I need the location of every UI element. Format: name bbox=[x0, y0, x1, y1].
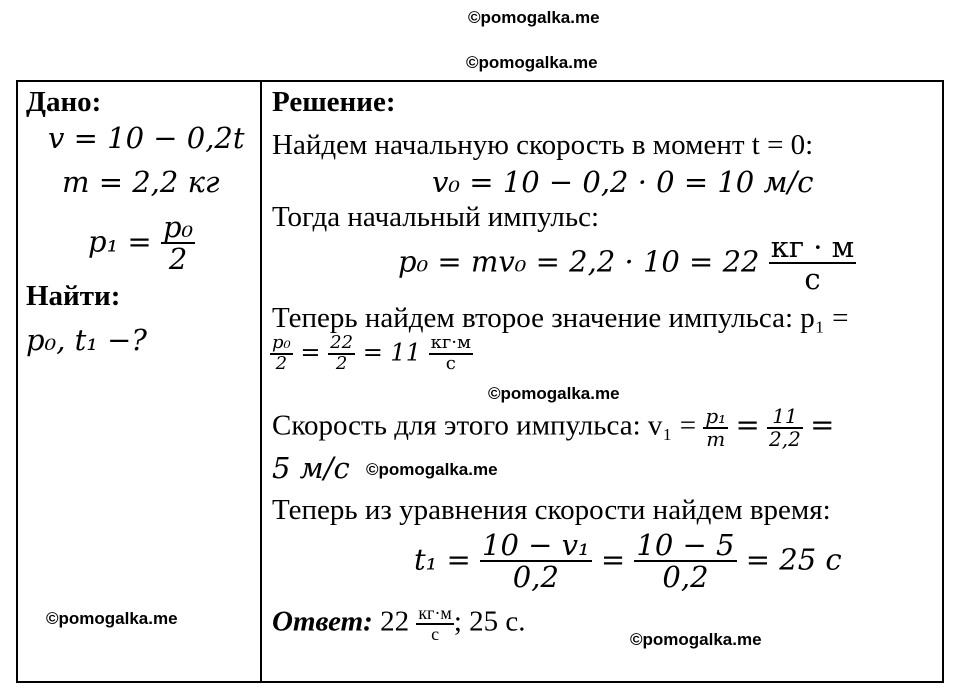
eq4-end: = bbox=[810, 407, 835, 442]
solution-line3: Теперь найдем второе значение импульса: p₁ = bbox=[272, 302, 849, 334]
fraction-numerator: 10 − v₁ bbox=[482, 528, 590, 562]
solution-eq4-result: 5 м/с bbox=[272, 451, 350, 485]
column-divider bbox=[260, 80, 262, 683]
fraction-numerator: кг·м bbox=[418, 603, 452, 623]
answer-unit bbox=[416, 604, 454, 644]
watermark: ©pomogalka.me bbox=[466, 53, 598, 72]
solution-line2: Тогда начальный импульс: bbox=[272, 201, 600, 233]
watermark: ©pomogalka.me bbox=[46, 609, 178, 628]
eq5-lhs: t₁ = bbox=[414, 542, 471, 577]
eq3-frac-a bbox=[270, 334, 293, 374]
watermark: ©pomogalka.me bbox=[630, 630, 762, 649]
given-eq3-fraction bbox=[161, 212, 195, 275]
fraction-numerator: p₁ bbox=[705, 404, 727, 428]
eq5-equals: = bbox=[600, 542, 626, 577]
eq5-frac-b bbox=[634, 530, 736, 593]
eq3-frac-b bbox=[328, 334, 355, 374]
given-eq-mass: m = 2,2 кг bbox=[62, 165, 220, 199]
given-eq3-lhs: p₁ = bbox=[88, 224, 152, 259]
watermark: ©pomogalka.me bbox=[468, 8, 600, 27]
fraction-numerator: 22 bbox=[330, 332, 354, 353]
solution-eq2 bbox=[398, 232, 856, 295]
solution-eq1: v₀ = 10 − 0,2 · 0 = 10 м/с bbox=[432, 165, 814, 199]
answer-label: Ответ: bbox=[272, 605, 373, 638]
find-heading: Найти: bbox=[26, 280, 121, 312]
answer-value: 22 bbox=[380, 605, 410, 638]
eq5-result: = 25 с bbox=[745, 542, 842, 577]
eq3-unit bbox=[429, 334, 473, 374]
solution-heading: Решение: bbox=[272, 86, 396, 118]
solution-eq5 bbox=[414, 530, 842, 593]
solution-eq3 bbox=[270, 334, 473, 374]
fraction-numerator: кг · м bbox=[770, 230, 855, 264]
solution-line4 bbox=[272, 406, 834, 450]
fraction-denominator: 0,2 bbox=[662, 560, 709, 595]
eq5-frac-a bbox=[480, 530, 592, 593]
eq4-equals: = bbox=[735, 407, 760, 442]
fraction-denominator: 2,2 bbox=[769, 427, 801, 451]
fraction-denominator: с bbox=[431, 623, 440, 644]
answer-tail: ; 25 с. bbox=[453, 605, 526, 638]
fraction-denominator: m bbox=[706, 427, 726, 451]
solution-line5: Теперь из уравнения скорости найдем время: bbox=[272, 494, 831, 526]
answer bbox=[272, 604, 526, 644]
fraction-denominator: 2 bbox=[275, 352, 288, 374]
fraction-denominator: с bbox=[445, 352, 456, 374]
fraction-numerator: кг·м bbox=[430, 332, 472, 353]
fraction-denominator: 0,2 bbox=[512, 560, 559, 595]
eq4-frac-b bbox=[767, 406, 803, 450]
eq4-frac-a bbox=[703, 406, 728, 450]
given-eq-velocity: v = 10 − 0,2t bbox=[48, 121, 245, 155]
eq2-lhs: p₀ = mv₀ = 2,2 · 10 = 22 bbox=[398, 244, 760, 279]
solution-line1: Найдем начальную скорость в момент t = 0: bbox=[272, 129, 814, 161]
eq2-unit bbox=[769, 232, 857, 295]
find-values: p₀, t₁ −? bbox=[26, 323, 147, 357]
eq3-equals: = bbox=[300, 338, 321, 367]
fraction-numerator: p₀ bbox=[162, 210, 194, 244]
fraction-numerator: 11 bbox=[767, 406, 803, 429]
fraction-denominator: 2 bbox=[335, 352, 348, 374]
eq3-result: = 11 bbox=[362, 338, 421, 367]
given-heading: Дано: bbox=[26, 86, 102, 118]
fraction-numerator: p₀ bbox=[272, 332, 291, 353]
watermark: ©pomogalka.me bbox=[488, 384, 620, 403]
fraction-denominator: с bbox=[804, 262, 821, 297]
fraction-denominator: 2 bbox=[168, 242, 188, 277]
fraction-numerator: 10 − 5 bbox=[636, 528, 735, 562]
watermark: ©pomogalka.me bbox=[366, 460, 498, 479]
given-eq-momentum bbox=[88, 212, 195, 275]
line4-text: Скорость для этого импульса: v₁ = bbox=[272, 409, 697, 442]
